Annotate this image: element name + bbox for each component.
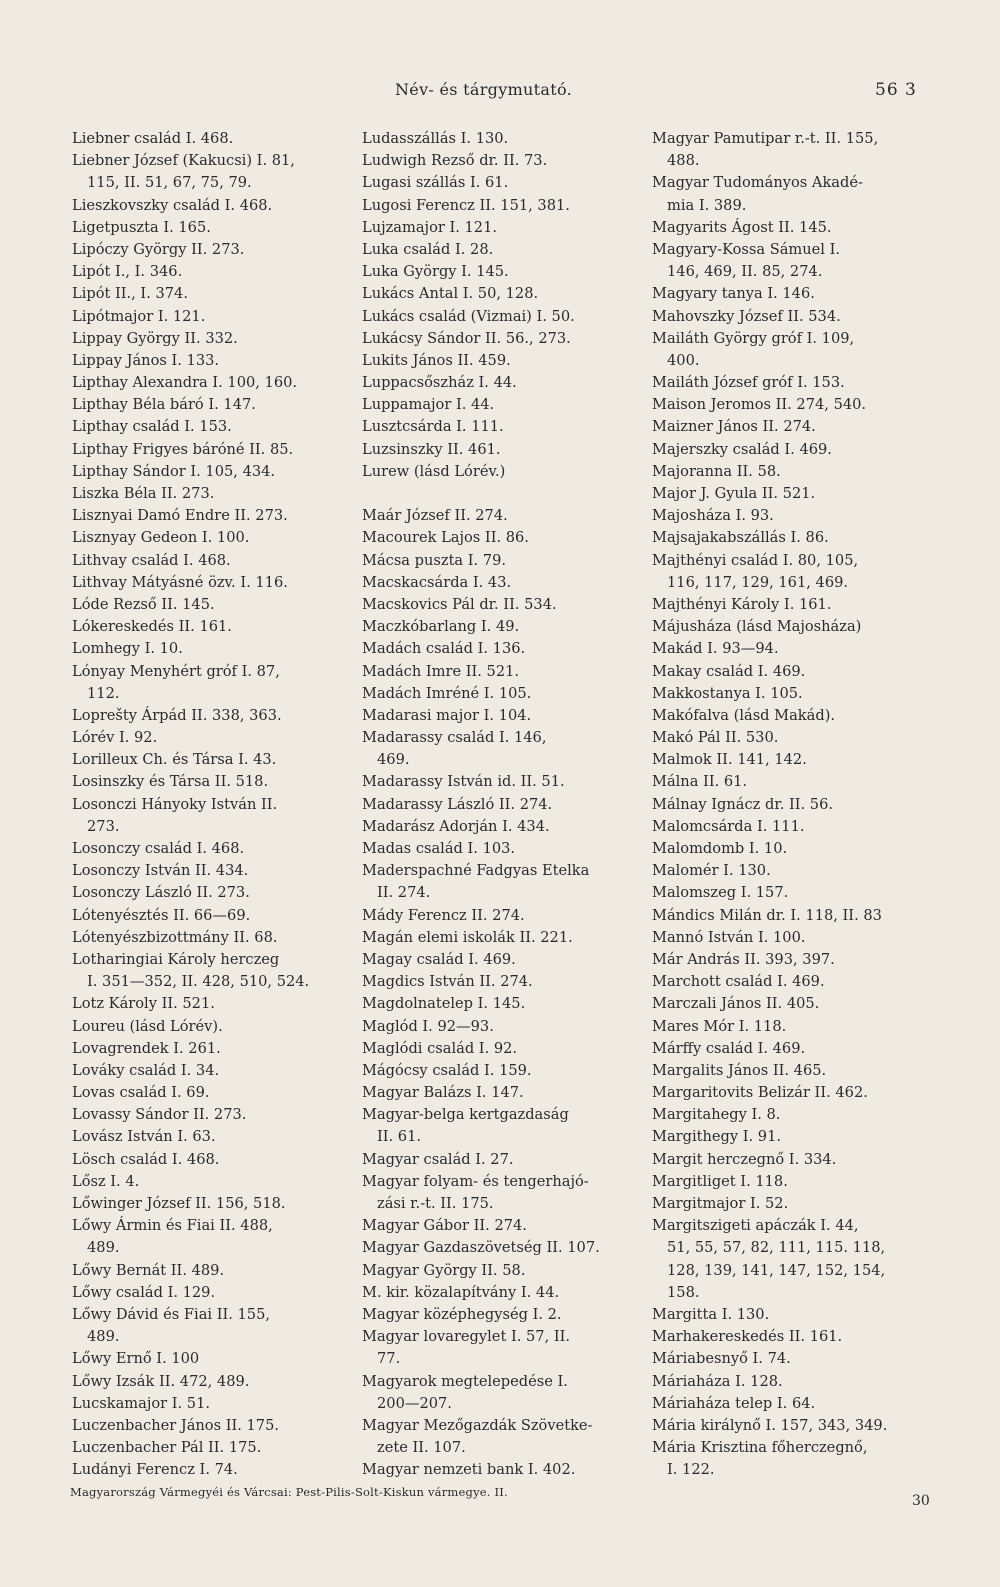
index-entry-line: Lipóczy György II. 273. [72,240,245,258]
index-entry-line: Margaritovits Belizár II. 462. [652,1084,868,1102]
index-entry-line: Margitmajor I. 52. [652,1195,789,1212]
index-entry-line: Madarassy László II. 274. [362,795,553,813]
index-entry-line: Luka György I. 145. [362,263,509,281]
index-entry-line: Margithegy I. 91. [652,1128,782,1146]
index-entry-line: I. 351—352, II. 428, 510, 524. [87,973,310,991]
index-entry-line: Lovagrendek I. 261. [72,1039,221,1057]
index-entry-line: Lotz Károly II. 521. [72,995,215,1013]
index-entry-line: Lőwy Bernát II. 489. [72,1261,225,1279]
index-entry-line: Málna II. 61. [652,773,748,791]
index-entry-line: Madách Imréné I. 105. [362,684,532,702]
index-entry-line: Máriaháza I. 128. [652,1372,783,1390]
index-entry-line: 489. [87,1328,120,1346]
index-entry-line: Málnay Ignácz dr. II. 56. [652,795,834,813]
index-entry-line: Magyar középhegység I. 2. [362,1305,562,1323]
index-entry-line: Mailáth József gróf I. 153. [652,374,845,392]
index-entry-line: Májusháza (lásd Majosháza) [652,618,862,636]
index-entry-line: Már András II. 393, 397. [652,950,835,968]
index-entry-line: Margit herczegnő I. 334. [652,1150,837,1168]
index-entry-line: Lukács Antal I. 50, 128. [362,285,539,303]
index-entry-line: Macourek Lajos II. 86. [362,529,529,547]
index-entry-line: Madas család I. 103. [362,840,516,857]
index-entry-line: Lovas család I. 69. [72,1084,210,1102]
index-entry-line: Magyar folyam- és tengerhajó- [362,1172,589,1190]
index-entry-line: Margitahegy I. 8. [652,1106,781,1124]
index-entry-line: M. kir. közalapítvány I. 44. [362,1283,560,1301]
index-entry-line: Loprešty Árpád II. 338, 363. [72,706,282,724]
footer-publication-title: Magyarország Vármegyéi és Várcsai: Pest-Pilis-Solt-Kiskun vármegye. II. [70,1485,508,1499]
index-entry-line: Lippay János I. 133. [72,351,220,369]
index-entry-line: Losonczy család I. 468. [72,840,245,857]
index-entry-line: Lipótmajor I. 121. [72,307,206,325]
index-entry-line: Losonczi Hányoky István II. [72,795,278,813]
index-entry-line: Lipót II., I. 374. [72,285,188,303]
index-entry-line: Majthényi Károly I. 161. [652,595,832,613]
index-entry-line: Lősz I. 4. [72,1172,140,1190]
index-entry-line: Macskovics Pál dr. II. 534. [362,595,557,613]
index-entry-line: Marhakereskedés II. 161. [652,1328,843,1346]
index-entry-line: Lőwy Izsák II. 472, 489. [72,1372,250,1390]
index-entry-line: Liszka Béla II. 273. [72,485,215,502]
index-entry-line: Magyar György II. 58. [362,1261,526,1279]
index-entry-line: Malomszeg I. 157. [652,884,789,902]
index-entry-line: Magay család I. 469. [362,950,516,968]
index-entry-line: Mády Ferencz II. 274. [362,906,525,924]
index-entry-line: Makó Pál II. 530. [652,729,779,747]
index-entry-line: Lithvay Mátyásné özv. I. 116. [72,573,288,591]
index-entry-line: Mácsa puszta I. 79. [362,551,507,569]
index-entry-line: Mahovszky József II. 534. [652,307,841,325]
index-entry-line: Lösch család I. 468. [72,1150,220,1168]
index-entry-line: Lieszkovszky család I. 468. [72,196,273,214]
index-entry-line: Mária királynő I. 157, 343, 349. [652,1416,888,1434]
index-entry-line: Lováky család I. 34. [72,1061,220,1079]
index-entry-line: Lipthay család I. 153. [72,418,232,436]
index-entry-line: Margitszigeti apáczák I. 44, [652,1217,859,1235]
index-entry-line: 489. [87,1239,120,1257]
index-entry-line: Macskacsárda I. 43. [362,573,512,591]
index-entry-line: Majerszky család I. 469. [652,440,832,458]
index-entry-line [362,483,600,505]
index-entry-line: Malmok II. 141, 142. [652,751,807,769]
index-entry-line: 273. [87,817,120,835]
index-entry-line: Major J. Gyula II. 521. [652,485,816,502]
index-entry-line: Magyarits Ágost II. 145. [652,218,832,236]
index-entry-line: Ludasszállás I. 130. [362,130,509,147]
index-entry-line: Mándics Milán dr. I. 118, II. 83 [652,906,882,924]
index-entry-line: Lórév I. 92. [72,729,158,747]
index-entry-line: Maár József II. 274. [362,507,508,525]
index-entry-line: 128, 139, 141, 147, 152, 154, [667,1261,886,1279]
index-entry-line: Magyar Balázs I. 147. [362,1084,524,1102]
index-entry-line: Marczali János II. 405. [652,995,820,1013]
index-entry-line: Lotharingiai Károly herczeg [72,950,280,968]
index-entry-line: Magdics István II. 274. [362,973,533,991]
index-entry-line: Magdolnatelep I. 145. [362,995,526,1013]
index-entry-line: zási r.-t. II. 175. [377,1195,494,1212]
index-entry-line: Luczenbacher János II. 175. [72,1416,280,1434]
index-entry-line: Lótenyészbizottmány II. 68. [72,928,278,946]
index-entry-line: Máriabesnyő I. 74. [652,1350,791,1368]
index-entry-line: 115, II. 51, 67, 75, 79. [87,174,252,192]
index-entry-line: Magyary tanya I. 146. [652,285,815,303]
index-entry-line: Malomdomb I. 10. [652,840,788,857]
index-entry-line: Makay család I. 469. [652,662,806,680]
index-entry-line: Lipthay Béla báró I. 147. [72,396,256,414]
index-entry-line: Lukits János II. 459. [362,351,511,369]
index-entry-line: Magyary-Kossa Sámuel I. [652,240,840,258]
footer-signature-mark: 30 [912,1493,930,1509]
index-entry-line: Magyar nemzeti bank I. 402. [362,1461,576,1479]
index-entry-line: Luzsinszky II. 461. [362,440,501,458]
index-entry-line: Lithvay család I. 468. [72,551,231,569]
index-entry-line: Magyarok megtelepedése I. [362,1372,568,1390]
index-entry-line: 51, 55, 57, 82, 111, 115. 118, [667,1239,886,1257]
index-entry-line: Lőwy Ármin és Fiai II. 488, [72,1217,273,1235]
index-entry-line: 158. [667,1283,700,1301]
index-entry-line: Ligetpuszta I. 165. [72,218,211,236]
index-entry-line: Madách család I. 136. [362,640,526,658]
index-entry-line: Lujzamajor I. 121. [362,218,498,236]
index-entry-line: Maglód I. 92—93. [362,1017,494,1035]
index-entry-line: Makád I. 93—94. [652,640,779,658]
index-entry-line: Losinszky és Társa II. 518. [72,773,269,791]
index-entry-line: Lugosi Ferencz II. 151, 381. [362,196,570,214]
index-entry-line: Margitta I. 130. [652,1305,770,1323]
page-number: 56 3 [875,80,917,100]
index-entry-line: Mares Mór I. 118. [652,1017,787,1035]
index-entry-line: Lovassy Sándor II. 273. [72,1106,247,1124]
index-entry-line: 112. [87,684,120,702]
index-entry-line: Magyar Gábor II. 274. [362,1217,527,1235]
index-entry-line: Majoranna II. 58. [652,462,781,480]
index-entry-line: Malomér I. 130. [652,862,771,880]
index-entry-line: Loureu (lásd Lórév). [72,1017,223,1035]
index-entry-line: Majosháza I. 93. [652,507,774,525]
index-entry-line: Magyar-belga kertgazdaság [362,1106,569,1124]
index-entry-line: Lukácsy Sándor II. 56., 273. [362,329,571,347]
index-entry-line: Luppacsőszház I. 44. [362,374,517,392]
index-entry-line: Lurew (lásd Lórév.) [362,462,506,480]
index-entry-line: Lőwy Dávid és Fiai II. 155, [72,1305,271,1323]
index-entry-line: Maderspachné Fadgyas Etelka [362,862,590,880]
index-entry-line: II. 274. [377,884,431,902]
running-header-title: Név- és tárgymutató. [395,80,572,99]
index-entry-line: Maizner János II. 274. [652,418,816,436]
index-entry-line: 400. [667,351,700,369]
index-entry-line: zete II. 107. [377,1439,466,1457]
index-entry-line: Magyar Tudományos Akadé- [652,174,863,192]
index-entry-line: Majthényi család I. 80, 105, [652,551,859,569]
index-entry-line: 469. [377,751,410,769]
index-entry-line: Luppamajor I. 44. [362,396,495,414]
index-entry-line: 116, 117, 129, 161, 469. [667,573,849,591]
index-entry-line: Lovász István I. 63. [72,1128,216,1146]
index-entry-line: Lippay György II. 332. [72,329,238,347]
index-entry-line: Maison Jeromos II. 274, 540. [652,396,867,414]
index-entry-line: Malomcsárda I. 111. [652,817,805,835]
index-entry-line: Margitliget I. 118. [652,1172,788,1190]
index-entry-line: 146, 469, II. 85, 274. [667,263,823,281]
index-entry-line: Maglódi család I. 92. [362,1039,518,1057]
index-entry-line: I. 122. [667,1461,715,1479]
index-entry-line: Losonczy László II. 273. [72,884,250,902]
index-entry-line: 200—207. [377,1394,452,1412]
index-entry-line: Lóde Rezső II. 145. [72,595,215,613]
index-entry-line: Makkostanya I. 105. [652,684,803,702]
index-entry-line: Madarassy család I. 146, [362,729,547,747]
index-entry-line: Luczenbacher Pál II. 175. [72,1439,262,1457]
index-entry-line: Liebner József (Kakucsi) I. 81, [72,152,295,170]
index-entry-line: Majsajakabszállás I. 86. [652,529,829,547]
index-entry-line: Lótenyésztés II. 66—69. [72,906,251,924]
index-entry-line: Madarasi major I. 104. [362,706,532,724]
index-entry-line: Máriaháza telep I. 64. [652,1394,816,1412]
index-entry-line: Lipthay Sándor I. 105, 434. [72,462,276,480]
index-column-3 [652,128,887,1481]
index-entry-line: Lipthay Alexandra I. 100, 160. [72,374,298,392]
index-entry-line: Lugasi szállás I. 61. [362,174,509,192]
index-column-2 [362,128,600,1481]
index-entry-line: Ludwigh Rezső dr. II. 73. [362,152,548,170]
index-entry-line: Madarász Adorján I. 434. [362,817,550,835]
index-entry-line: Lőwy Ernő I. 100 [72,1350,200,1368]
index-entry-line: Lukács család (Vizmai) I. 50. [362,307,575,325]
index-entry-line: Lisznyai Damó Endre II. 273. [72,507,288,525]
index-entry-line: mia I. 389. [667,196,747,214]
index-entry-line: Ludányi Ferencz I. 74. [72,1461,238,1479]
index-entry-line: Lőwinger József II. 156, 518. [72,1195,286,1212]
index-entry-line: Magyar Gazdaszövetség II. 107. [362,1239,600,1257]
index-entry-line: Losonczy István II. 434. [72,862,249,880]
index-entry-line: Margalits János II. 465. [652,1061,827,1079]
index-entry-line: Magyar lovaregylet I. 57, II. [362,1328,571,1346]
index-entry-line: Lisznyay Gedeon I. 100. [72,529,250,547]
index-entry-line: Lipthay Frigyes báróné II. 85. [72,440,294,458]
index-entry-line: Magyar család I. 27. [362,1150,514,1168]
index-entry-line: Lókereskedés II. 161. [72,618,232,636]
index-entry-line: Lucskamajor I. 51. [72,1394,211,1412]
index-entry-line: Lónyay Menyhért gróf I. 87, [72,662,280,680]
index-entry-line: Mailáth György gróf I. 109, [652,329,855,347]
index-entry-line: Luka család I. 28. [362,240,494,258]
index-entry-line: Mannó István I. 100. [652,928,806,946]
index-entry-line: Lorilleux Ch. és Társa I. 43. [72,751,277,769]
index-entry-line: Magán elemi iskolák II. 221. [362,928,573,946]
index-entry-line: Magyar Pamutipar r.-t. II. 155, [652,130,879,147]
index-entry-line: 77. [377,1350,401,1368]
index-entry-line: II. 61. [377,1128,422,1146]
index-entry-line: Madarassy István id. II. 51. [362,773,565,791]
index-entry-line: Mária Krisztina főherczegnő, [652,1439,868,1457]
index-entry-line: Márffy család I. 469. [652,1039,806,1057]
index-entry-line: Makófalva (lásd Makád). [652,706,836,724]
index-entry-line: Lőwy család I. 129. [72,1283,216,1301]
index-entry-line: Lomhegy I. 10. [72,640,183,658]
index-column-1 [72,128,309,1481]
index-entry-line: Madách Imre II. 521. [362,662,520,680]
index-entry-line: Lipót I., I. 346. [72,263,183,281]
index-entry-line: Mágócsy család I. 159. [362,1061,532,1079]
index-entry-line: Lusztcsárda I. 111. [362,418,504,436]
index-entry-line: Marchott család I. 469. [652,973,825,991]
index-entry-line: 488. [667,152,700,170]
index-entry-line: Liebner család I. 468. [72,130,234,147]
index-entry-line: Maczkóbarlang I. 49. [362,618,520,636]
index-entry-line: Magyar Mezőgazdák Szövetke- [362,1416,593,1434]
